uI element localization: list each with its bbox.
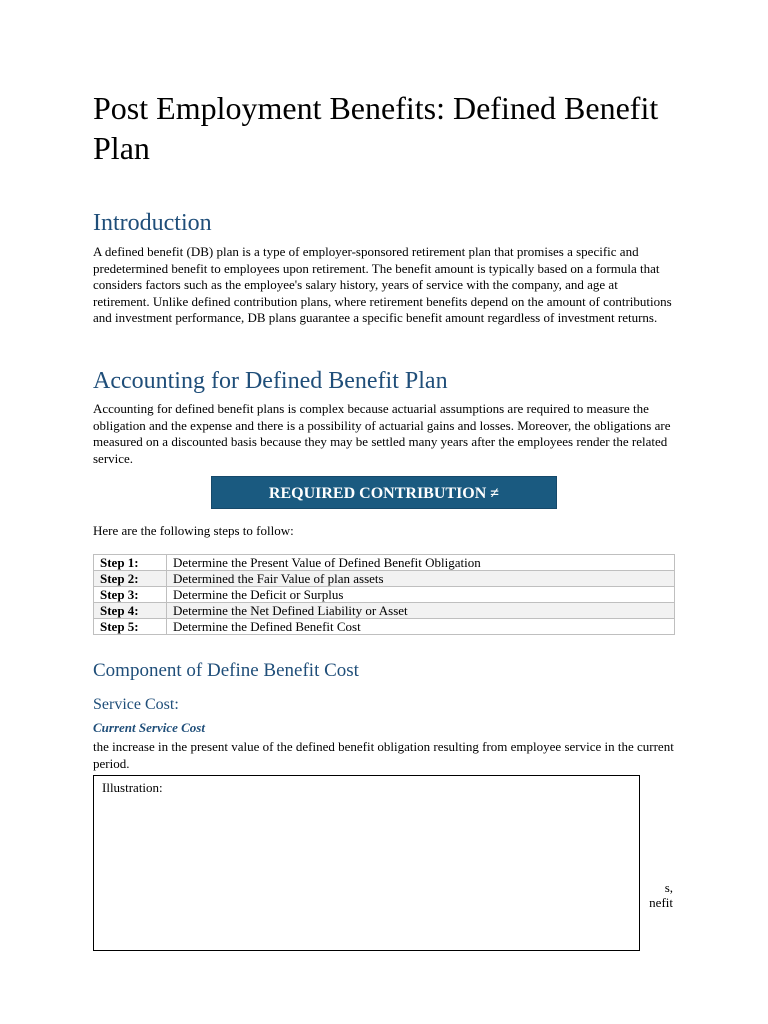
step-row bbox=[94, 555, 675, 571]
step-label: Step 4: bbox=[94, 603, 167, 619]
step-row bbox=[94, 603, 675, 619]
step-description: Determined the Fair Value of plan assets bbox=[167, 571, 675, 587]
illustration-label: Illustration: bbox=[102, 780, 163, 795]
step-label: Step 3: bbox=[94, 587, 167, 603]
step-label: Step 1: bbox=[94, 555, 167, 571]
step-description: Determine the Defined Benefit Cost bbox=[167, 619, 675, 635]
step-row bbox=[94, 619, 675, 635]
step-description: Determine the Deficit or Surplus bbox=[167, 587, 675, 603]
steps-table bbox=[93, 554, 675, 635]
introduction-paragraph: A defined benefit (DB) plan is a type of employer-sponsored retirement plan that promises a specific and predetermined benefit to employees upon retirement. The benefit amount is typically based on a formula that considers factors such as the employee's salary history, years of service with the company, and age at retirement. Unlike defined contribution plans, where retirement benefits depend on the amount of contributions and investment performance, DB plans guarantee a specific benefit amount regardless of investment returns. bbox=[93, 244, 672, 325]
step-row bbox=[94, 571, 675, 587]
step-row bbox=[94, 587, 675, 603]
accounting-heading: Accounting for Defined Benefit Plan bbox=[93, 368, 448, 394]
service-cost-heading: Service Cost: bbox=[93, 696, 179, 713]
introduction-heading: Introduction bbox=[93, 210, 212, 236]
step-label: Step 5: bbox=[94, 619, 167, 635]
component-heading: Component of Define Benefit Cost bbox=[93, 660, 359, 681]
step-description: Determine the Net Defined Liability or Asset bbox=[167, 603, 675, 619]
steps-intro-text: Here are the following steps to follow: bbox=[93, 523, 294, 538]
accounting-paragraph: Accounting for defined benefit plans is complex because actuarial assumptions are required to measure the obligation and the expense and there is a possibility of actuarial gains and losses. Moreover, the obligations are measured on a discounted basis because they may be settled many years after the employees render the related service. bbox=[93, 401, 671, 466]
fragment-line: nefit bbox=[649, 895, 673, 910]
step-description: Determine the Present Value of Defined Benefit Obligation bbox=[167, 555, 675, 571]
page-title: Post Employment Benefits: Defined Benefit Plan bbox=[93, 90, 659, 166]
fragment-line: s, bbox=[664, 880, 673, 895]
illustration-box bbox=[93, 775, 640, 951]
step-label: Step 2: bbox=[94, 571, 167, 587]
current-service-cost-paragraph: the increase in the present value of the defined benefit obligation resulting from employee service in the current period. bbox=[93, 739, 674, 771]
required-contribution-banner: REQUIRED CONTRIBUTION ≠ bbox=[211, 476, 557, 509]
current-service-cost-heading: Current Service Cost bbox=[93, 720, 205, 735]
